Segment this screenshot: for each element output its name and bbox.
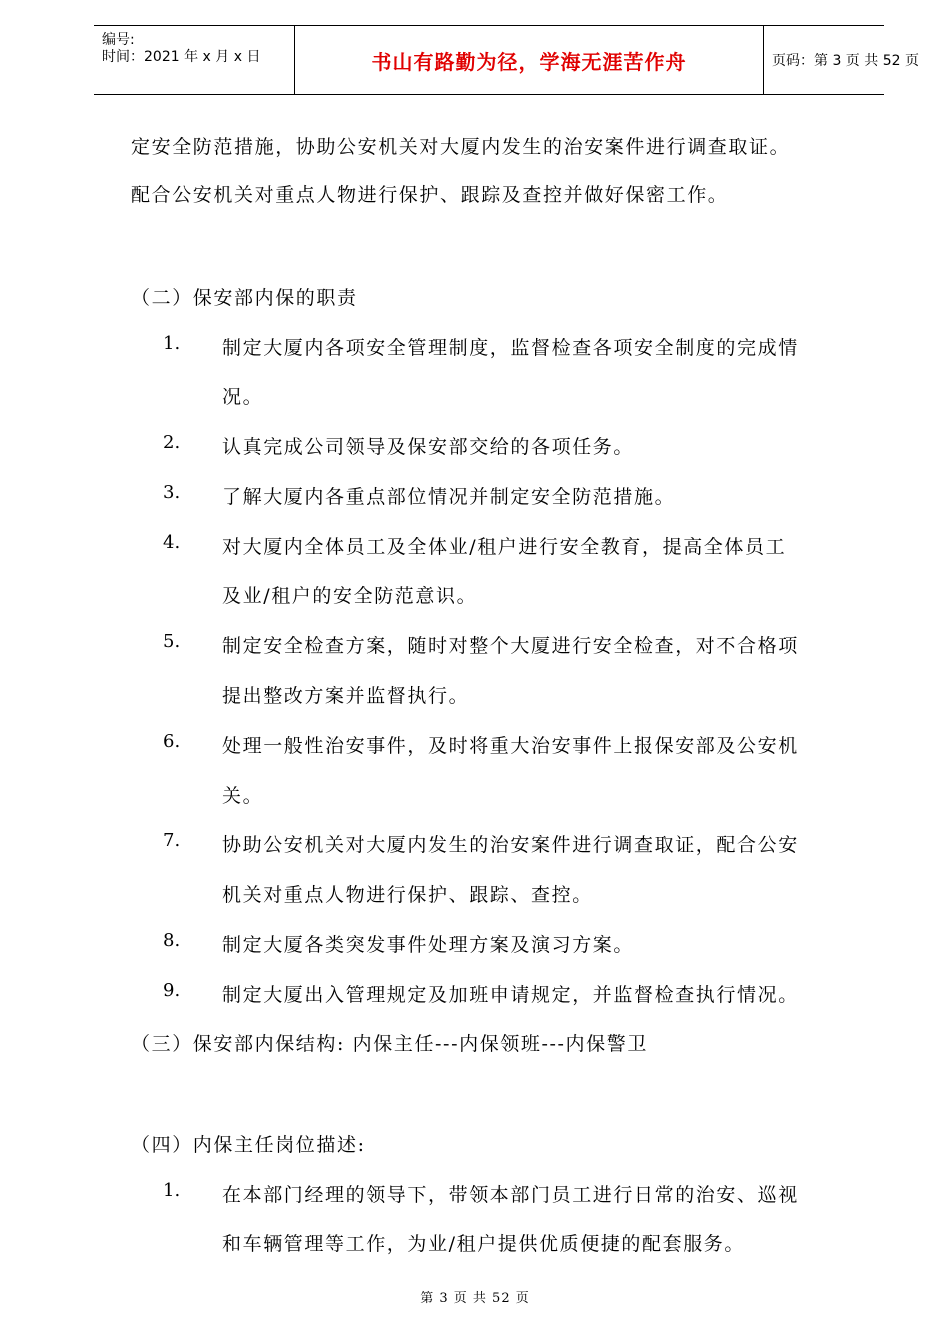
header-meta (94, 26, 294, 94)
item-number: 9. (163, 980, 181, 1001)
header-slogan: 书山有路勤为径，学海无涯苦作舟 (294, 26, 764, 94)
item-text: 在本部门经理的领导下，带领本部门员工进行日常的治安、巡视 (222, 1184, 799, 1206)
page-footer: 第 3 页 共 52 页 (420, 1291, 530, 1306)
intro-line-1: 定安全防范措施，协助公安机关对大厦内发生的治安案件进行调查取证。 (131, 136, 791, 158)
section-4-heading: （四）内保主任岗位描述: (131, 1134, 366, 1156)
item-text: 制定大厦出入管理规定及加班申请规定，并监督检查执行情况。 (222, 984, 799, 1006)
section-2-heading: （二）保安部内保的职责 (131, 287, 358, 309)
item-text: 及业/租户的安全防范意识。 (222, 585, 478, 607)
item-text: 协助公安机关对大厦内发生的治安案件进行调查取证，配合公安 (222, 834, 799, 856)
section-3-heading: （三）保安部内保结构: 内保主任---内保领班---内保警卫 (131, 1033, 648, 1055)
item-number: 1. (163, 1180, 181, 1201)
item-text: 和车辆管理等工作，为业/租户提供优质便捷的配套服务。 (222, 1233, 746, 1255)
item-number: 7. (163, 830, 181, 851)
document-number-label: 编号: (102, 32, 135, 48)
item-text: 制定安全检查方案，随时对整个大厦进行安全检查，对不合格项 (222, 635, 799, 657)
item-text: 制定大厦内各项安全管理制度，监督检查各项安全制度的完成情 (222, 337, 799, 359)
document-time-label: 时间：2021 年 x 月 x 日 (102, 49, 261, 65)
item-text: 处理一般性治安事件，及时将重大治安事件上报保安部及公安机 (222, 735, 799, 757)
item-number: 3. (163, 482, 181, 503)
item-number: 2. (163, 432, 181, 453)
page-header (94, 25, 919, 95)
item-text: 关。 (222, 785, 264, 807)
item-text: 提出整改方案并监督执行。 (222, 685, 470, 707)
item-text: 制定大厦各类突发事件处理方案及演习方案。 (222, 934, 635, 956)
header-page-label: 页码：第 3 页 共 52 页 (772, 53, 919, 69)
item-text: 机关对重点人物进行保护、跟踪、查控。 (222, 884, 593, 906)
item-number: 6. (163, 731, 181, 752)
item-number: 8. (163, 930, 181, 951)
item-number: 4. (163, 532, 181, 553)
item-number: 5. (163, 631, 181, 652)
item-text: 况。 (222, 386, 264, 408)
item-number: 1. (163, 333, 181, 354)
item-text: 了解大厦内各重点部位情况并制定安全防范措施。 (222, 486, 676, 508)
item-text: 认真完成公司领导及保安部交给的各项任务。 (222, 436, 635, 458)
intro-line-2: 配合公安机关对重点人物进行保护、跟踪及查控并做好保密工作。 (131, 184, 729, 206)
item-text: 对大厦内全体员工及全体业/租户进行安全教育，提高全体员工 (222, 536, 787, 558)
